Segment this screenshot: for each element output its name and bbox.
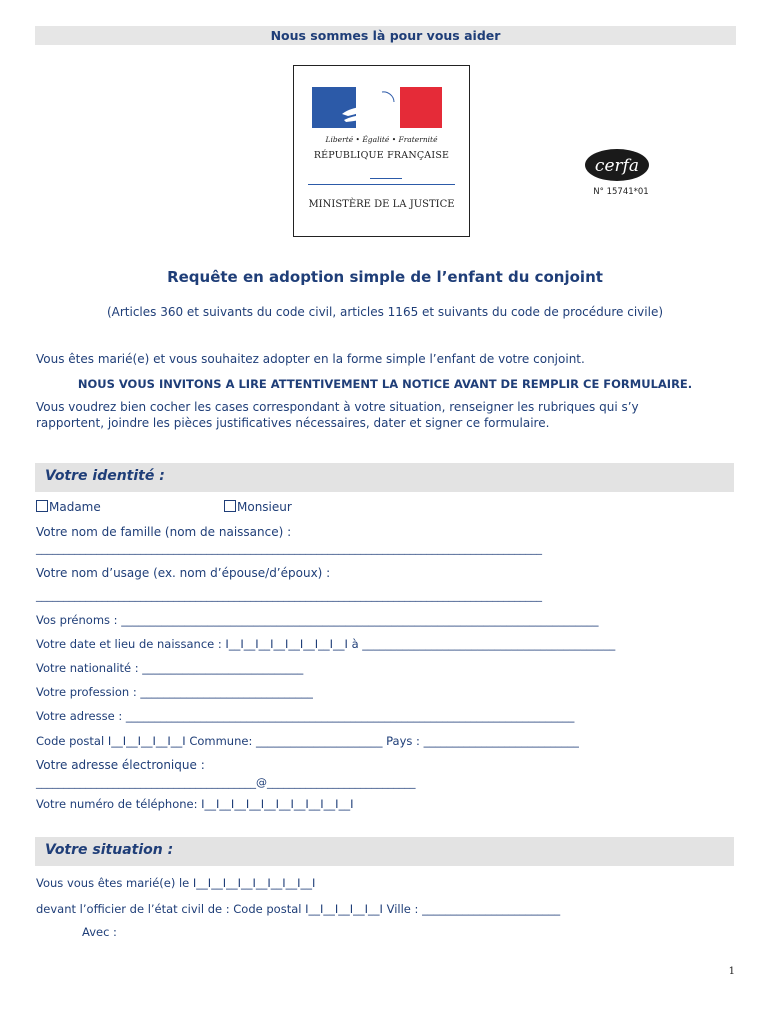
form-subtitle: (Articles 360 et suivants du code civil, articles 1165 et suivants du code de procédure civile) (106, 305, 664, 319)
intro-line: Vous êtes marié(e) et vous souhaitez adopter en la forme simple l’enfant de votre conjoint. (36, 352, 585, 366)
top-banner (35, 26, 736, 45)
marianne-icon (334, 84, 414, 128)
family-name-field[interactable]: ____________________________________________________________________________________________ (36, 542, 542, 555)
birth-field[interactable]: Votre date et lieu de naissance : I__I__I__I__I__I__I__I__I à ____________________________________________ (36, 637, 616, 651)
ministry-logo (293, 65, 470, 237)
nationality-field[interactable]: Votre nationalité : ____________________________ (36, 661, 304, 675)
form-title: Requête en adoption simple de l’enfant du conjoint (167, 268, 603, 286)
civil-officer-field[interactable]: devant l’officier de l’état civil de : Code postal I__I__I__I__I__I Ville : ________________________ (36, 902, 561, 916)
madame-checkbox[interactable] (36, 500, 48, 512)
madame-option[interactable] (36, 500, 101, 514)
monsieur-option[interactable] (224, 500, 292, 514)
logo-ministry: MINISTÈRE DE LA JUSTICE (308, 199, 455, 210)
logo-divider-short (370, 178, 402, 179)
instructions-line-1: Vous voudrez bien cocher les cases correspondant à votre situation, renseigner les rubriques qui s’y (36, 400, 639, 414)
postal-field[interactable]: Code postal I__I__I__I__I__I Commune: ______________________ Pays : ___________________________ (36, 734, 579, 748)
notice-warning: NOUS VOUS INVITONS A LIRE ATTENTIVEMENT LA NOTICE AVANT DE REMPLIR CE FORMULAIRE. (77, 377, 693, 391)
phone-field[interactable]: Votre numéro de téléphone: I__I__I__I__I__I__I__I__I__I__I (36, 797, 354, 811)
usage-name-label: Votre nom d’usage (ex. nom d’épouse/d’époux) : (36, 566, 331, 580)
email-field[interactable]: ________________________________________@___________________________ (36, 776, 416, 789)
profession-field[interactable]: Votre profession : ______________________________ (36, 685, 313, 699)
family-name-label: Votre nom de famille (nom de naissance) : (36, 525, 292, 539)
section-identity-heading: Votre identité : (45, 468, 165, 484)
logo-divider (308, 184, 455, 185)
email-label: Votre adresse électronique : (36, 758, 205, 772)
page-number: 1 (728, 966, 735, 977)
madame-label: Madame (49, 500, 101, 514)
monsieur-checkbox[interactable] (224, 500, 236, 512)
cerfa-number: N° 15741*01 (593, 187, 649, 197)
logo-motto: Liberté • Égalité • Fraternité (325, 135, 438, 144)
instructions-line-2: rapportent, joindre les pièces justificatives nécessaires, dater et signer ce formulaire. (36, 416, 550, 430)
section-situation (35, 837, 734, 866)
cerfa-label: cerfa (594, 156, 640, 176)
logo-republic: RÉPUBLIQUE FRANÇAISE (313, 150, 450, 161)
section-situation-heading: Votre situation : (45, 842, 174, 858)
banner-text: Nous sommes là pour vous aider (270, 28, 501, 43)
cerfa-logo-icon (584, 148, 650, 182)
section-identity (35, 463, 734, 492)
usage-name-field[interactable]: ____________________________________________________________________________________________ (36, 589, 542, 602)
first-names-field[interactable]: Vos prénoms : ___________________________________________________________________________________ (36, 613, 599, 627)
marriage-date-field[interactable]: Vous vous êtes marié(e) le I__I__I__I__I__I__I__I__I (36, 876, 316, 890)
monsieur-label: Monsieur (237, 500, 292, 514)
spouse-label: Avec : (82, 925, 117, 939)
address-field[interactable]: Votre adresse : ______________________________________________________________________________ (36, 709, 575, 723)
